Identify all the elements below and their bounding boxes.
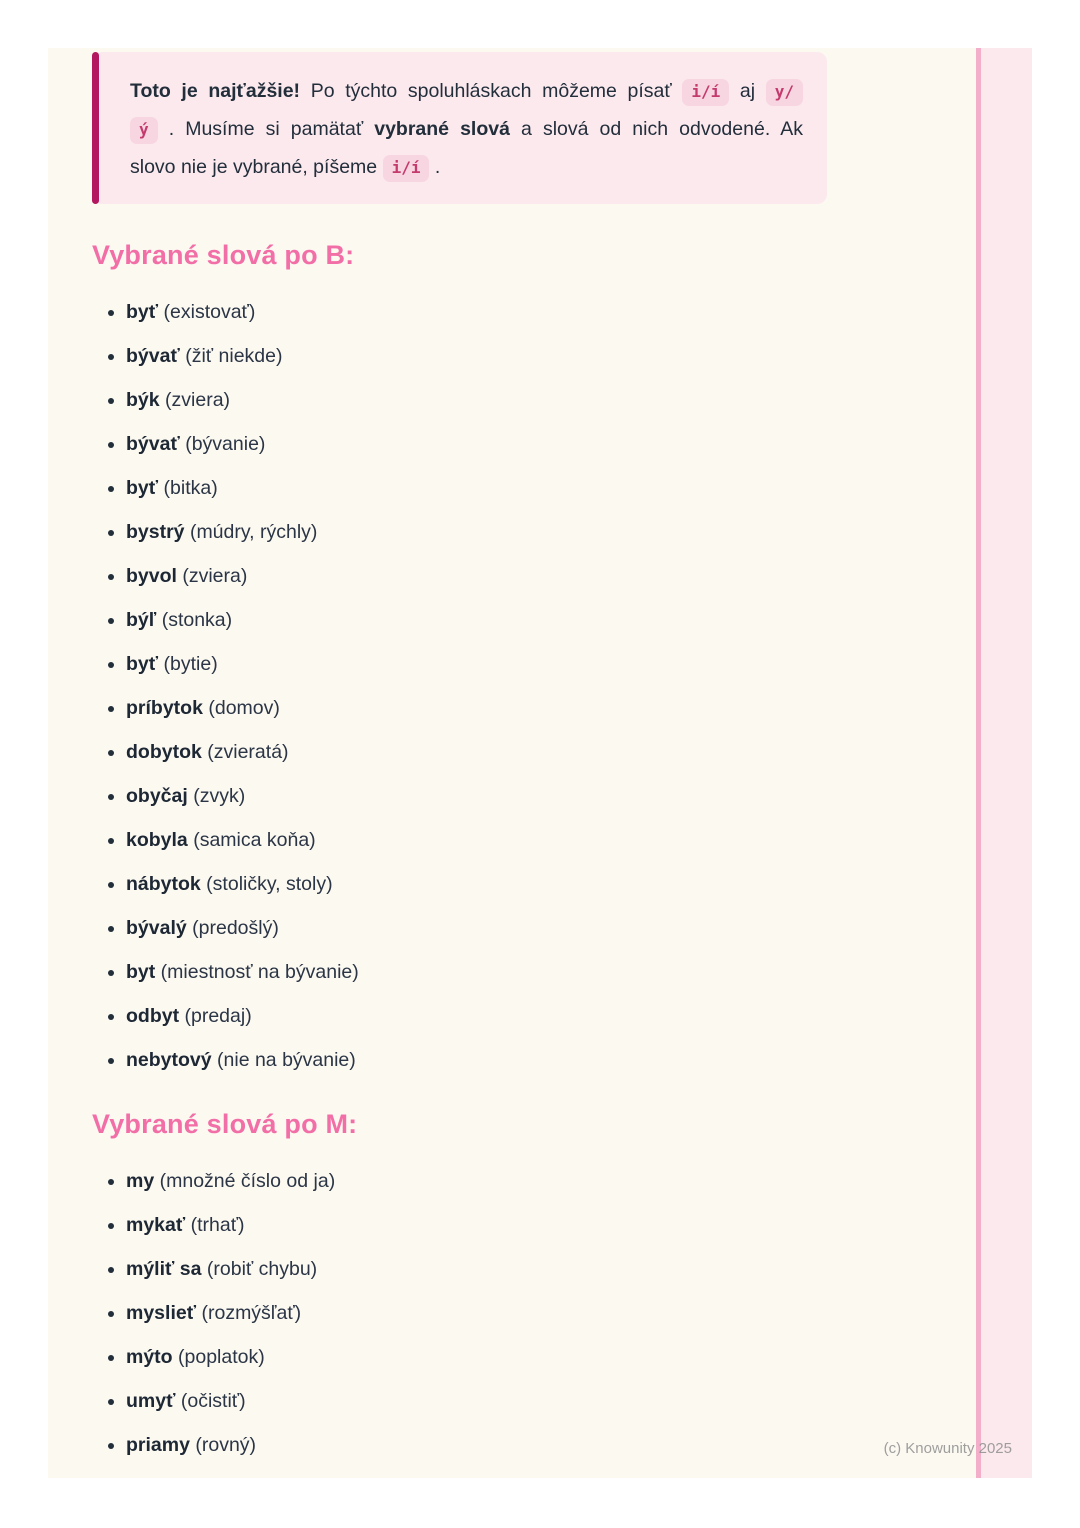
word-note: (zvieratá) xyxy=(201,741,289,763)
word-note: (samica koňa) xyxy=(187,829,316,851)
callout-bold-text: vybrané slová xyxy=(374,118,510,140)
word-list-item xyxy=(126,1300,827,1326)
word-term: mykať xyxy=(126,1214,186,1236)
callout-note-text xyxy=(130,72,803,186)
word-note: (predaj) xyxy=(179,1005,252,1027)
word-term: mýliť sa xyxy=(126,1258,202,1280)
copyright-watermark: (c) Knowunity 2025 xyxy=(883,1440,1012,1457)
word-list-item xyxy=(126,1168,827,1194)
word-note: (bytie) xyxy=(158,653,218,675)
word-note: (rovný) xyxy=(189,1434,257,1456)
word-note: (predošlý) xyxy=(186,917,279,939)
word-term: priamy xyxy=(126,1434,190,1456)
callout-text: slovo nie je vybrané, píšeme xyxy=(130,156,383,178)
section-heading-m: Vybrané slová po M: xyxy=(92,1109,358,1139)
page-content xyxy=(92,48,827,1458)
word-note: (množné číslo od ja) xyxy=(154,1170,336,1192)
word-term: býk xyxy=(126,389,160,411)
word-list-item xyxy=(126,1432,827,1458)
word-list-item xyxy=(126,651,827,677)
callout-line xyxy=(130,110,803,148)
callout-line xyxy=(130,148,803,186)
word-note: (stonka) xyxy=(156,609,233,631)
word-list-item xyxy=(126,475,827,501)
word-note: (domov) xyxy=(202,697,280,719)
word-note: (existovať) xyxy=(158,301,256,323)
word-note: (bývanie) xyxy=(179,433,266,455)
word-list-item xyxy=(126,915,827,941)
word-list-item xyxy=(126,827,827,853)
inline-code-badge: y/ xyxy=(766,79,803,106)
word-list-item xyxy=(126,343,827,369)
word-list-item xyxy=(126,959,827,985)
word-list-item xyxy=(126,1212,827,1238)
word-term: obyčaj xyxy=(126,785,188,807)
callout-text: . xyxy=(429,156,441,178)
word-list-item xyxy=(126,387,827,413)
word-list-item xyxy=(126,431,827,457)
word-list-item xyxy=(126,1003,827,1029)
word-term: byť xyxy=(126,653,159,675)
document-page xyxy=(48,48,1032,1478)
word-note: (zviera) xyxy=(176,565,248,587)
word-term: nebytový xyxy=(126,1049,212,1071)
section-heading-b: Vybrané slová po B: xyxy=(92,240,355,270)
word-note: (stoličky, stoly) xyxy=(200,873,333,895)
inline-code-badge: ý xyxy=(130,117,158,144)
word-list-item xyxy=(126,519,827,545)
word-term: býľ xyxy=(126,609,157,631)
word-list-item xyxy=(126,1344,827,1370)
inline-code-badge: i/í xyxy=(383,155,430,182)
word-list-b xyxy=(92,299,827,1073)
callout-accent-bar xyxy=(92,52,99,204)
word-term: myslieť xyxy=(126,1302,197,1324)
word-term: bývať xyxy=(126,433,180,455)
word-note: (očistiť) xyxy=(175,1390,246,1412)
word-note: (rozmýšľať) xyxy=(196,1302,302,1324)
word-list-item xyxy=(126,563,827,589)
word-note: (poplatok) xyxy=(172,1346,265,1368)
word-term: byť xyxy=(126,301,159,323)
word-note: (bitka) xyxy=(158,477,218,499)
callout-bold-text: Toto je najťažšie! xyxy=(130,80,301,102)
word-note: (zviera) xyxy=(159,389,231,411)
word-note: (žiť niekde) xyxy=(179,345,283,367)
word-term: kobyla xyxy=(126,829,188,851)
word-term: bývať xyxy=(126,345,180,367)
word-note: (trhať) xyxy=(185,1214,245,1236)
word-list-m xyxy=(92,1168,827,1458)
callout-text: a slová od nich odvodené. Ak xyxy=(509,118,803,140)
word-list-item xyxy=(126,299,827,325)
word-list-item xyxy=(126,1047,827,1073)
word-term: bývalý xyxy=(126,917,187,939)
word-term: odbyt xyxy=(126,1005,180,1027)
word-term: bystrý xyxy=(126,521,185,543)
word-note: (zvyk) xyxy=(187,785,246,807)
word-note: (múdry, rýchly) xyxy=(184,521,318,543)
word-list-item xyxy=(126,1388,827,1414)
inline-code-badge: i/í xyxy=(682,79,729,106)
callout-text: Po týchto spoluhláskach môžeme písať xyxy=(300,80,683,102)
word-term: byť xyxy=(126,477,159,499)
word-list-item xyxy=(126,871,827,897)
word-term: my xyxy=(126,1170,155,1192)
callout-text: aj xyxy=(729,80,766,102)
word-term: umyť xyxy=(126,1390,176,1412)
word-list-item xyxy=(126,1256,827,1282)
word-list-item xyxy=(126,739,827,765)
word-list-item xyxy=(126,783,827,809)
right-margin-stripe xyxy=(976,48,1032,1478)
word-term: byvol xyxy=(126,565,177,587)
callout-note xyxy=(92,52,827,204)
word-term: nábytok xyxy=(126,873,201,895)
callout-text: . Musíme si pamätať xyxy=(157,118,375,140)
word-list-item xyxy=(126,607,827,633)
word-list-item xyxy=(126,695,827,721)
callout-line xyxy=(130,72,803,110)
word-note: (nie na bývanie) xyxy=(211,1049,356,1071)
word-term: mýto xyxy=(126,1346,173,1368)
word-note: (robiť chybu) xyxy=(201,1258,318,1280)
word-note: (miestnosť na bývanie) xyxy=(155,961,359,983)
word-term: dobytok xyxy=(126,741,202,763)
word-term: byt xyxy=(126,961,156,983)
word-term: príbytok xyxy=(126,697,203,719)
